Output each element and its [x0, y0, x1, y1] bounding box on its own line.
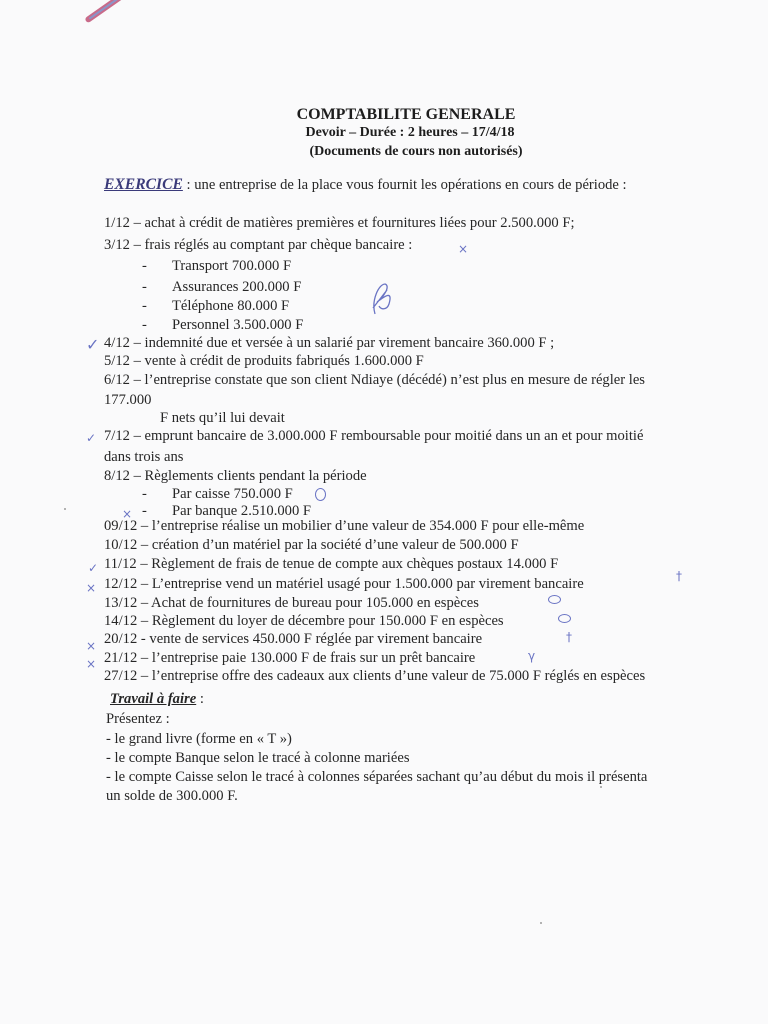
tick-icon: × [122, 507, 133, 521]
operation-9: 09/12 – l’entreprise réalise un mobilier d’une valeur de 354.000 F pour elle-même [104, 518, 585, 534]
document-note: (Documents de cours non autorisés) [309, 144, 523, 159]
tick-icon: × [458, 242, 469, 256]
document-title: COMPTABILITE GENERALE [296, 106, 516, 123]
operation-5: 5/12 – vente à crédit de produits fabriqués 1.600.000 F [104, 353, 424, 369]
circle-icon [315, 488, 326, 501]
tick-icon: † [566, 630, 572, 644]
tick-icon: × [86, 657, 97, 671]
task-item-cont: un solde de 300.000 F. [106, 788, 238, 804]
list-item: - Téléphone 80.000 F [142, 298, 290, 314]
exercise-intro-text: : une entreprise de la place vous fournit les opérations en cours de période : [182, 177, 627, 193]
scribble-icon [365, 280, 395, 316]
list-item: - Assurances 200.000 F [142, 279, 302, 295]
list-item: - Personnel 3.500.000 F [142, 317, 304, 333]
operation-8: 8/12 – Règlements clients pendant la période [104, 468, 367, 484]
list-item: - Par banque 2.510.000 F [142, 503, 312, 519]
list-item: - Transport 700.000 F [142, 258, 292, 274]
operation-6-cont: F nets qu’il lui devait [160, 410, 285, 426]
task-item: - le grand livre (forme en « T ») [106, 731, 292, 747]
operation-20: 20/12 - vente de services 450.000 F réglée par virement bancaire [104, 631, 483, 647]
paper-speck [64, 508, 66, 510]
circle-icon [548, 595, 561, 604]
circle-icon [558, 614, 571, 623]
task-item: - le compte Caisse selon le tracé à colonnes séparées sachant qu’au début du mois il présenta [106, 769, 648, 785]
tick-icon: † [676, 569, 682, 583]
list-item: - Par caisse 750.000 F [142, 486, 293, 502]
tick-icon: × [86, 581, 97, 595]
operation-4: 4/12 – indemnité due et versée à un salarié par virement bancaire 360.000 F ; [104, 335, 555, 351]
paper-speck [540, 922, 542, 924]
operation-21: 21/12 – l’entreprise paie 130.000 F de frais sur un prêt bancaire [104, 650, 476, 666]
document-subtitle: Devoir – Durée : 2 heures – 17/4/18 [305, 125, 515, 140]
exercise-label: EXERCICE [104, 176, 183, 193]
tick-icon: ✓ [86, 431, 97, 445]
tick-icon: ✓ [88, 561, 99, 575]
operation-10: 10/12 – création d’un matériel par la société d’une valeur de 500.000 F [104, 537, 519, 553]
tick-icon: ✓ [86, 335, 100, 354]
operation-12: 12/12 – L’entreprise vend un matériel usagé pour 1.500.000 par virement bancaire [104, 576, 584, 592]
operation-1: 1/12 – achat à crédit de matières premières et fournitures liées pour 2.500.000 F; [104, 215, 575, 231]
operation-7: 7/12 – emprunt bancaire de 3.000.000 F remboursable pour moitié dans un an et pour moitié [104, 428, 644, 444]
operation-27: 27/12 – l’entreprise offre des cadeaux aux clients d’une valeur de 75.000 F réglés en espèces [104, 668, 646, 684]
operation-11: 11/12 – Règlement de frais de tenue de compte aux chèques postaux 14.000 F [104, 556, 559, 572]
operation-6-amount: 177.000 [104, 392, 152, 408]
tick-icon: γ [528, 649, 536, 663]
tasks-label: Travail à faire [110, 691, 197, 707]
operation-14: 14/12 – Règlement du loyer de décembre pour 150.000 F en espèces [104, 613, 504, 629]
operation-3: 3/12 – frais réglés au comptant par chèque bancaire : [104, 237, 413, 253]
task-item: - le compte Banque selon le tracé à colonne mariées [106, 750, 410, 766]
paper-speck [600, 786, 602, 788]
operation-6: 6/12 – l’entreprise constate que son client Ndiaye (décédé) n’est plus en mesure de régler les [104, 372, 645, 388]
tasks-intro: Présentez : [106, 711, 170, 727]
tick-icon: × [86, 639, 97, 653]
pen-mark [84, 0, 125, 23]
operation-7-cont: dans trois ans [104, 449, 184, 465]
exercise-intro [104, 176, 627, 194]
operation-13: 13/12 – Achat de fournitures de bureau pour 105.000 en espèces [104, 595, 479, 611]
tasks-heading: Travail à faire : [110, 691, 204, 707]
